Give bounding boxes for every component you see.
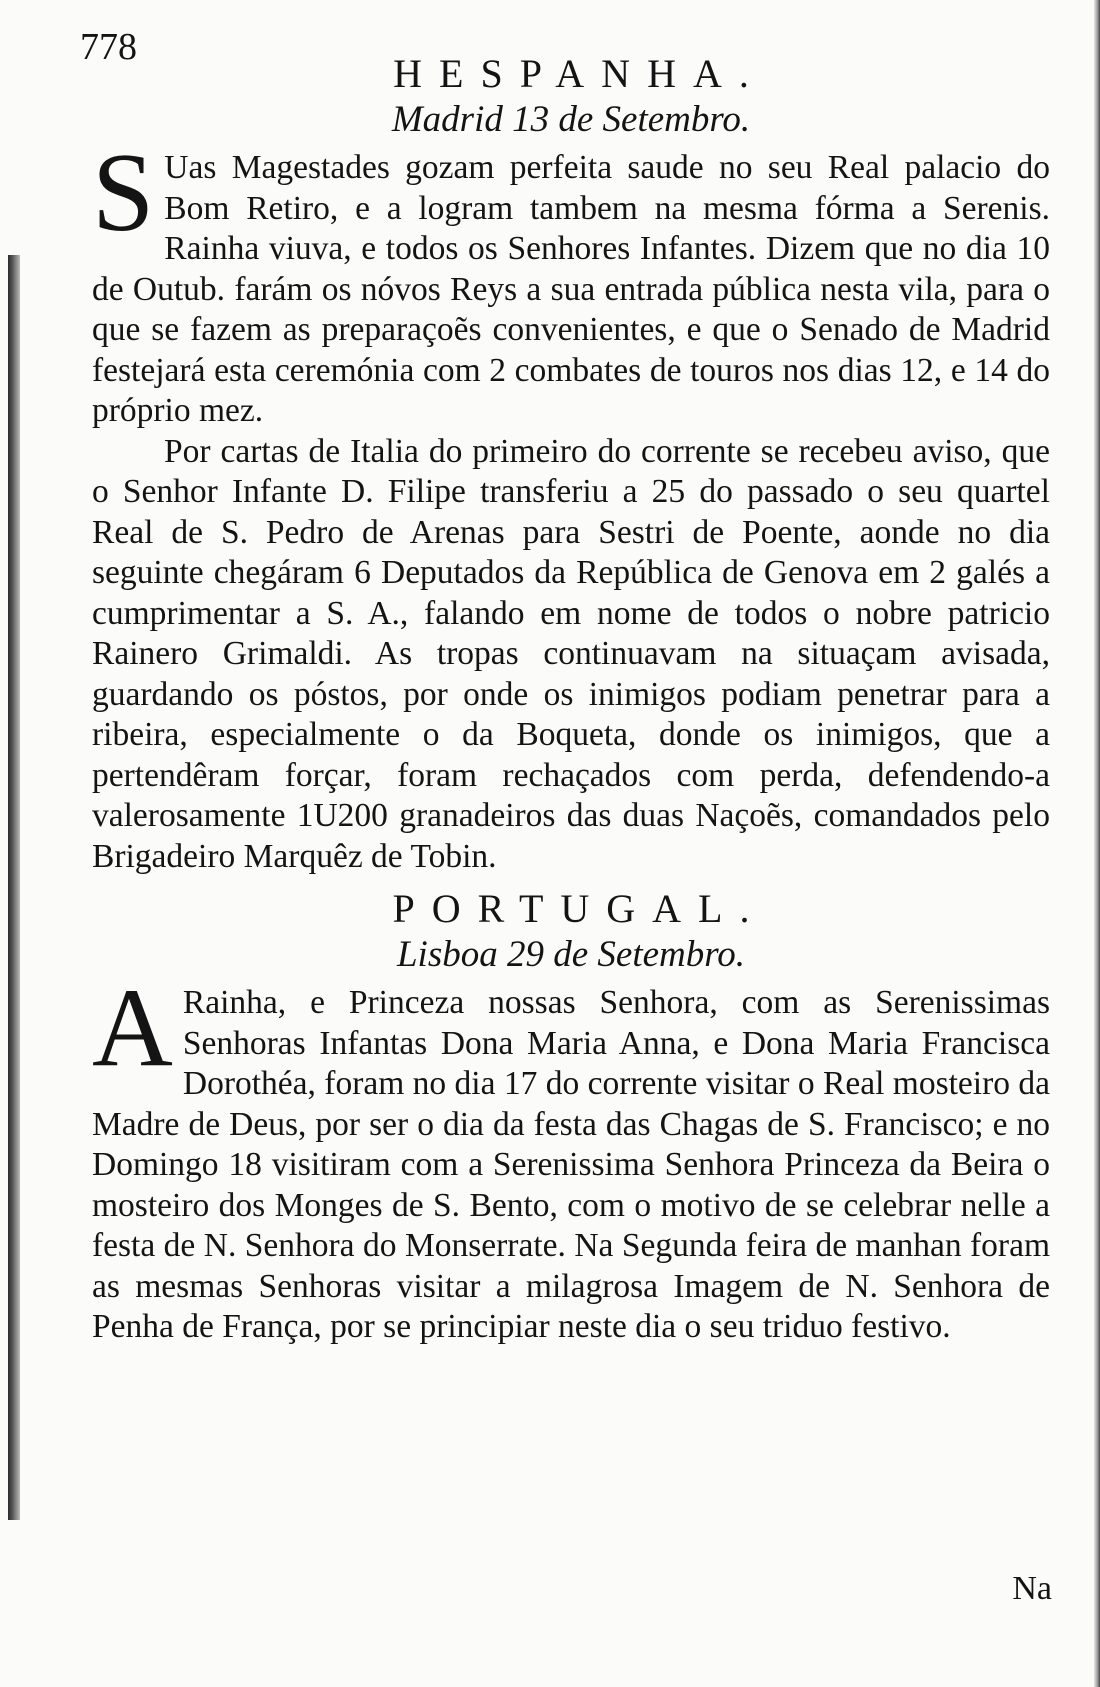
section-title-hespanha: HESPANHA.: [393, 51, 766, 96]
paragraph-text: Rainha, e Princeza nossas Senhora, com as Serenissimas Senhoras Infantas Dona Maria Anna, e Dona Maria Francisca Dorothéa, foram no dia 17 do corrente visitar o Real mosteiro da Madre de Deus, por ser o dia da festa das Chagas de S. Francisco; e no Domingo 18 visitiram com a Serenissima Senhora Princeza da Beira o mosteiro dos Monges de S. Bento, com o motivo de se celebrar nelle a festa de N. Senhora do Monserrate. Na Segunda feira de manhan foram as mesmas Senhoras visitar a milagrosa Imagem de N. Senhora de Penha de França, por se principiar neste dia o seu triduo festivo.: [92, 984, 1050, 1345]
page-edge-shadow: [1094, 0, 1100, 1687]
dateline-lisboa: Lisboa 29 de Setembro.: [396, 934, 746, 975]
paragraph-portugal-1: [92, 966, 1050, 1348]
drop-cap: A: [92, 966, 173, 1090]
drop-cap: S: [92, 131, 155, 255]
paragraph-hespanha-1: [92, 131, 1050, 432]
binding-shadow: [8, 255, 20, 1520]
paragraph-text: Uas Magestades gozam perfeita saude no seu Real palacio do Bom Retiro, e a logram tambem na mesma fórma a Serenis. Rainha viuva, e todos os Senhores Infantes. Dizem que no dia 10 de Outub. farám os nóvos Reys a sua entrada pública nesta vila, para o que se fazem as preparaçoẽs convenientes, e que o Senado de Madrid festejará esta ceremónia com 2 combates de touros nos dias 12, e 14 do próprio mez.: [92, 149, 1050, 429]
paragraph-hespanha-2: [92, 432, 1050, 878]
page-number: 778: [80, 26, 137, 68]
section-title-portugal: PORTUGAL.: [392, 886, 767, 931]
catchword: Na: [1012, 1570, 1052, 1607]
article-column: [92, 50, 1050, 1348]
dateline-madrid: Madrid 13 de Setembro.: [391, 99, 751, 140]
paragraph-text: Por cartas de Italia do primeiro do corrente se recebeu aviso, que o Senhor Infante D. Filipe transferiu a 25 do passado o seu quartel Real de S. Pedro de Arenas para Sestri de Poente, aonde no dia seguinte chegáram 6 Deputados da República de Genova em 2 galés a cumprimentar a S. A., falando em nome de todos o nobre patricio Rainero Grimaldi. As tropas continuavam na situaçam avisada, guardando os póstos, por onde os inimigos podiam penetrar para a ribeira, especialmente o da Boqueta, donde os inimigos, que a pertendêram forçar, foram rechaçados com perda, defendendo-a valerosamente 1U200 granadeiros das duas Naçoẽs, comandados pelo Brigadeiro Marquêz de Tobin.: [92, 432, 1050, 875]
